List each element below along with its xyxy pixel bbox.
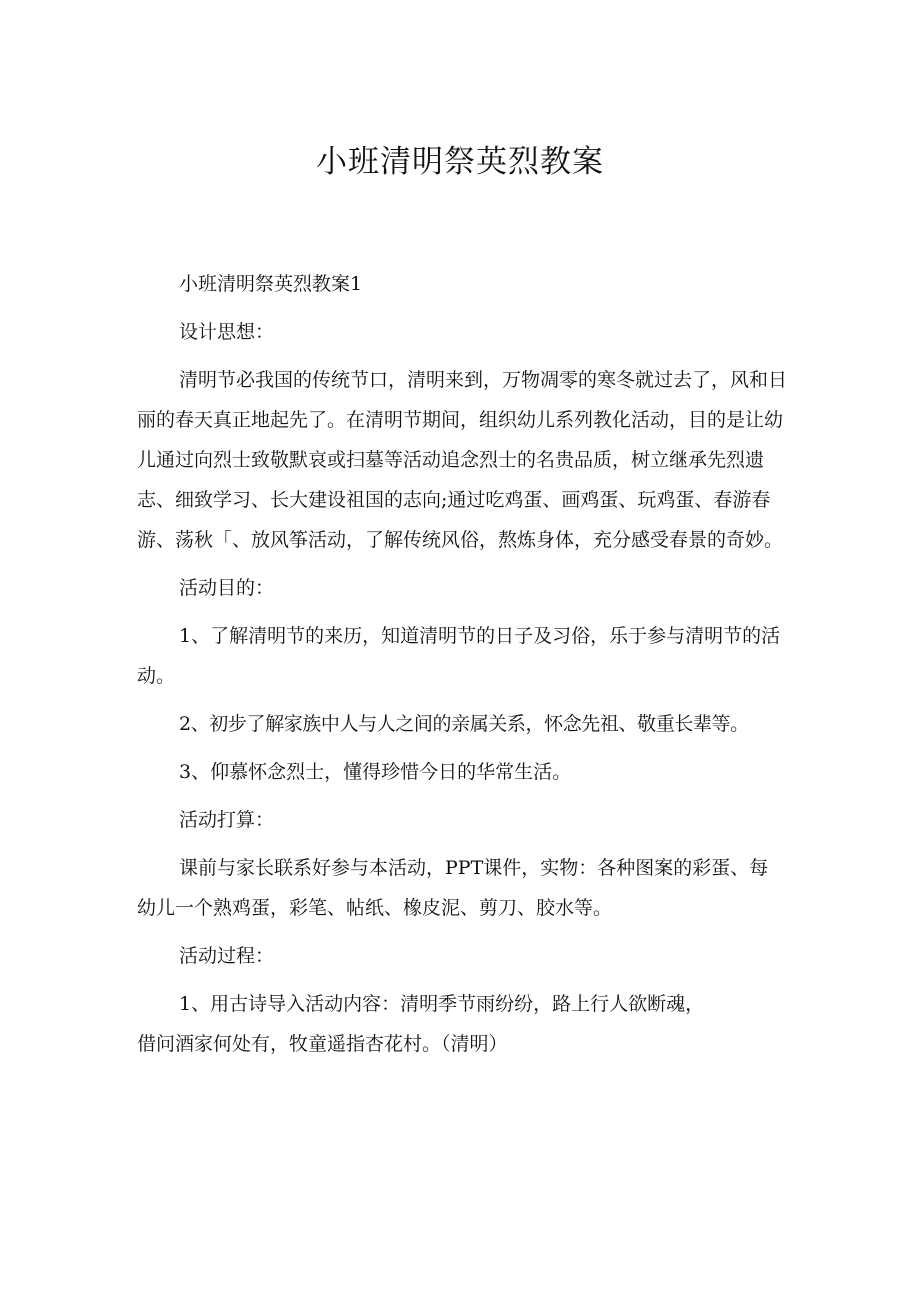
document-title: 小班清明祭英烈教案 [316, 144, 604, 180]
activity-prep-paragraph: 课前与家长联系好参与本活动，PPT课件，实物：各种图案的彩蛋、每幼儿一个熟鸡蛋，彩笔、帖纸、橡皮泥、剪刀、胶水等。 [137, 857, 769, 919]
activity-process-poem-line: 借问酒家何处有，牧童遥指杏花村。（清明） [137, 1033, 508, 1055]
design-thought-label: 设计思想： [179, 321, 275, 343]
activity-goal-item-3: 3、仰慕怀念烈士，懂得珍惜今日的华常生活。 [179, 761, 572, 783]
design-thought-paragraph: 清明节必我国的传统节口，清明来到，万物凋零的寒冬就过去了，风和日丽的春天真正地起先了。在清明节期间，组织幼儿系列教化活动，目的是让幼儿通过向烈士致敬默哀或扫墓等活动追念烈士的名贵品质，树立继承先烈遗志、细致学习、长大建设祖国的志向;通过吃鸡蛋、画鸡蛋、玩鸡蛋、春游春游、荡秋「、放风筝活动，了解传统风俗，熬炼身体，充分感受春景的奇妙。 [137, 369, 788, 551]
activity-goal-item-2: 2、初步了解家族中人与人之间的亲属关系，怀念先祖、敬重长辈等。 [179, 713, 749, 735]
document-body [137, 264, 787, 1072]
activity-goal-item-1: 1、了解清明节的来历，知道清明节的日子及习俗，乐于参与清明节的活动。 [137, 625, 781, 687]
activity-prep-label: 活动打算： [179, 809, 275, 831]
lesson-heading: 小班清明祭英烈教案1 [179, 273, 363, 295]
activity-goal-label: 活动目的： [179, 577, 275, 599]
activity-process-item-1: 1、用古诗导入活动内容：清明季节雨纷纷，路上行人欲断魂， [179, 993, 705, 1015]
activity-process-label: 活动过程： [179, 945, 275, 967]
